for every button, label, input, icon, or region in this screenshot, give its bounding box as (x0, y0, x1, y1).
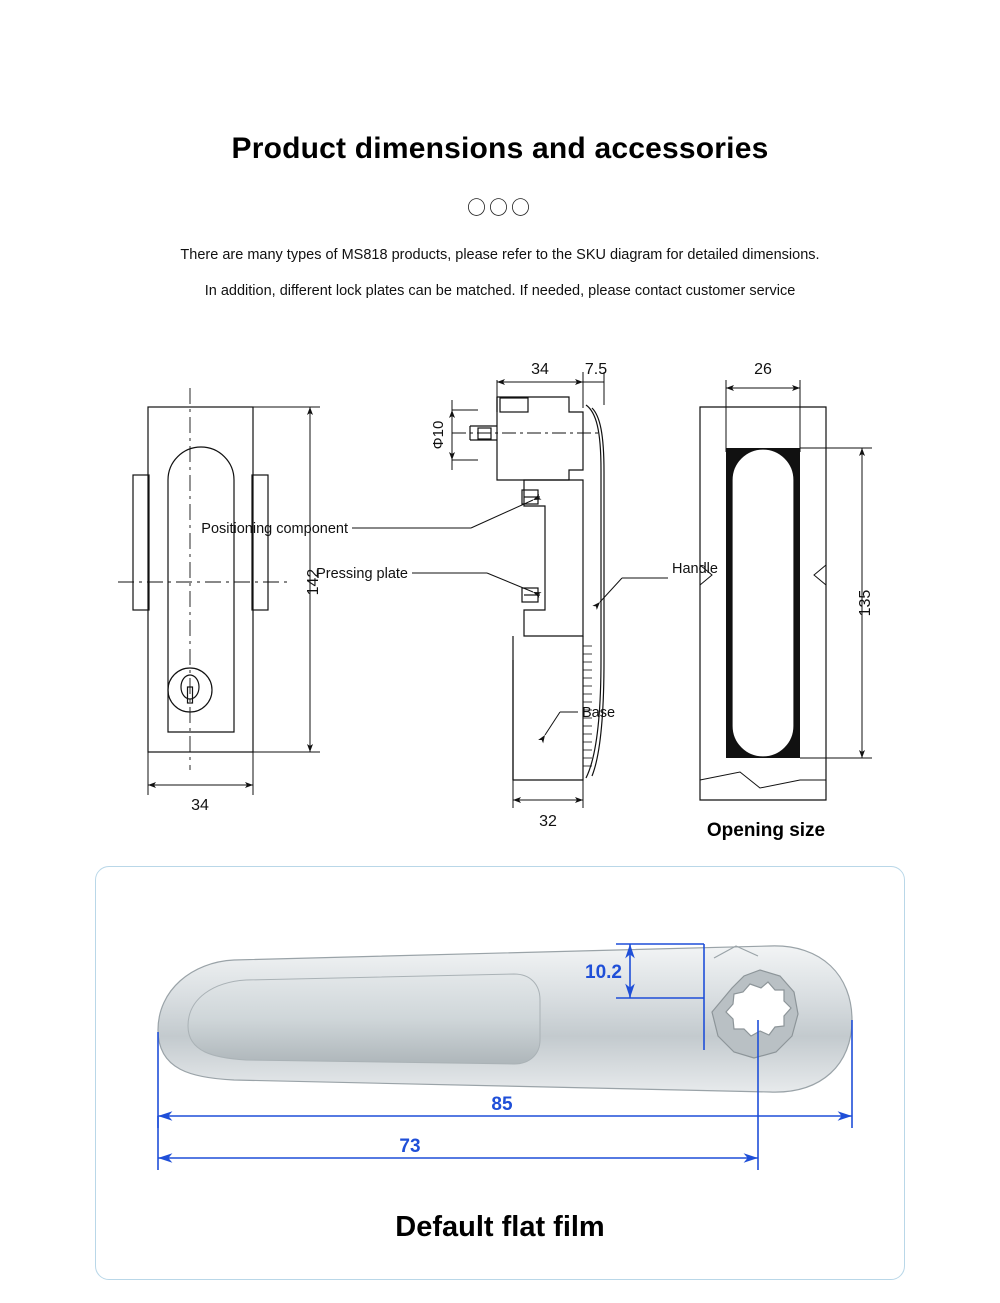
description-line-2: In addition, different lock plates can be matched. If needed, please contact customer service (204, 283, 796, 299)
inner-length-label: 73 (399, 1136, 421, 1157)
side-view-depth-label: 7.5 (584, 361, 608, 378)
callout-pressing-plate: Pressing plate (316, 566, 408, 582)
slot-dimension-label: 10.2 (585, 962, 622, 983)
side-view-hole-label: Φ10 (430, 420, 447, 450)
side-section-drawing (352, 372, 668, 808)
opening-height-label: 135 (857, 589, 874, 617)
front-view-drawing (118, 388, 320, 795)
side-view-top-width-label: 34 (531, 361, 549, 378)
front-view-width-label: 34 (191, 797, 209, 814)
opening-width-label: 26 (754, 361, 772, 378)
decorative-symbols: 〇〇〇 (466, 198, 533, 219)
total-length-label: 85 (491, 1094, 513, 1115)
callout-positioning-component: Positioning component (201, 521, 348, 537)
flat-cam-photo (110, 880, 890, 1200)
callout-handle: Handle (672, 561, 718, 577)
opening-size-drawing (700, 380, 872, 800)
callout-base: Base (582, 705, 616, 721)
technical-drawings (0, 360, 1000, 860)
accessory-caption: Default flat film (395, 1211, 605, 1243)
page-title: Product dimensions and accessories (231, 132, 769, 165)
front-view-height-label: 142 (305, 568, 322, 596)
side-view-base-width-label: 32 (539, 813, 557, 830)
description-line-1: There are many types of MS818 products, please refer to the SKU diagram for detailed dimensions. (180, 247, 820, 263)
opening-size-caption: Opening size (706, 820, 826, 841)
